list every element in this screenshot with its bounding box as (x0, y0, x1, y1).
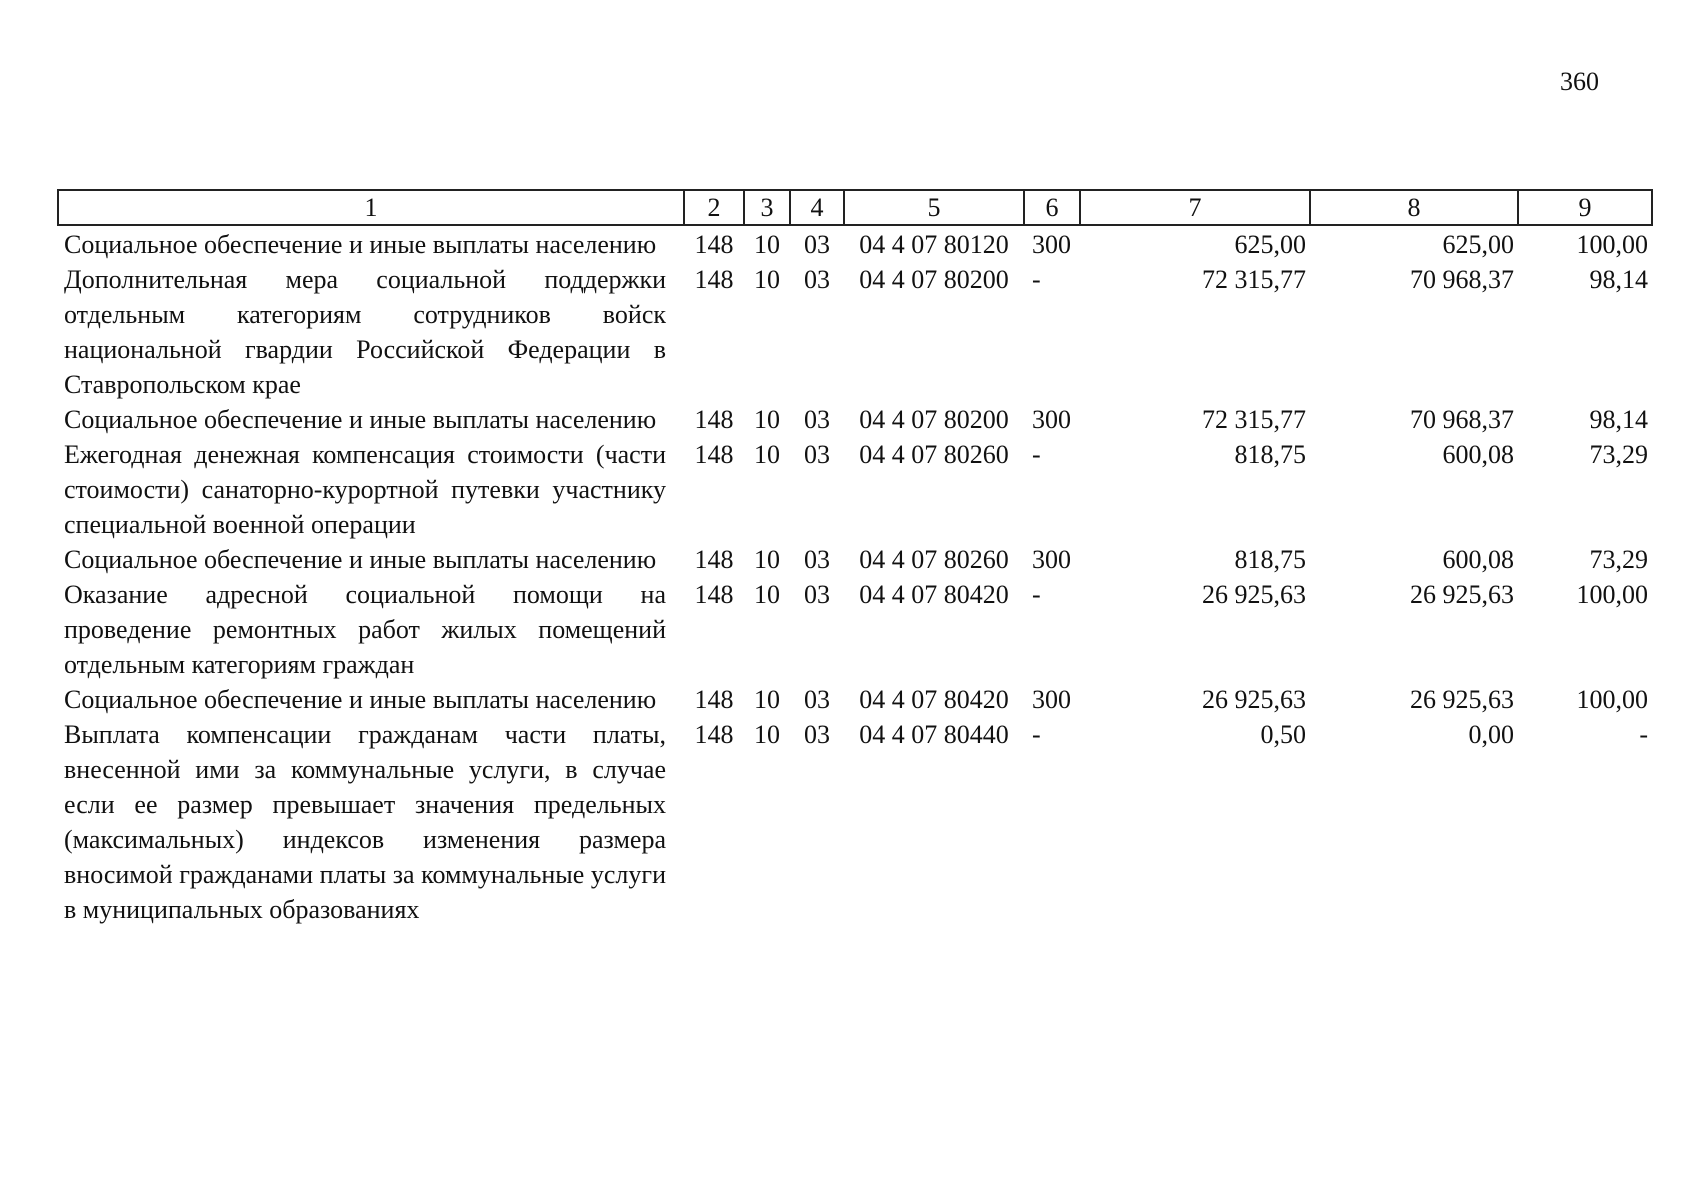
row-code-expense-type: 300 (1032, 545, 1071, 574)
row-code-subsection: 03 (804, 580, 830, 609)
row-value-percent: 73,29 (1589, 545, 1648, 574)
table-row (58, 682, 1652, 717)
row-value-executed: 70 968,37 (1410, 265, 1514, 294)
row-code-section: 10 (754, 440, 780, 469)
row-name: Выплата компенсации гражданам части платы, внесенной ими за коммунальные услуги, в случае если ее размер превышает значения предельных (максимальных) индексов изменения размера вносимой гражданами платы за коммунальные услуги в муниципальных образованиях (64, 720, 666, 924)
row-code-admin: 148 (694, 405, 734, 434)
row-code-subsection: 03 (804, 405, 830, 434)
budget-table (57, 189, 1653, 927)
row-code-admin: 148 (694, 580, 734, 609)
row-code-section: 10 (754, 545, 780, 574)
table-row (58, 437, 1652, 542)
row-value-executed: 26 925,63 (1410, 685, 1514, 714)
row-code-admin: 148 (694, 230, 734, 259)
row-code-subsection: 03 (804, 685, 830, 714)
row-code-subsection: 03 (804, 265, 830, 294)
table-row (58, 225, 1652, 262)
row-code-expense-type: 300 (1032, 230, 1071, 259)
row-value-executed: 600,08 (1442, 440, 1514, 469)
row-value-percent: 100,00 (1576, 685, 1648, 714)
row-value-planned: 26 925,63 (1202, 580, 1306, 609)
row-value-planned: 72 315,77 (1202, 405, 1306, 434)
table-row (58, 262, 1652, 402)
row-name: Дополнительная мера социальной поддержки отдельным категориям сотрудников войск национальной гвардии Российской Федерации в Ставропольском крае (64, 265, 666, 399)
row-code-subsection: 03 (804, 545, 830, 574)
header-col-4: 4 (790, 190, 844, 225)
row-name: Социальное обеспечение и иные выплаты населению (64, 685, 657, 714)
row-code-admin: 148 (694, 720, 734, 749)
row-code-expense-type: - (1032, 720, 1041, 749)
row-value-percent: - (1639, 720, 1648, 749)
header-col-3: 3 (744, 190, 790, 225)
row-code-target: 04 4 07 80420 (859, 580, 1009, 609)
row-value-percent: 98,14 (1589, 265, 1648, 294)
row-code-expense-type: - (1032, 440, 1041, 469)
row-name: Оказание адресной социальной помощи на проведение ремонтных работ жилых помещений отдельным категориям граждан (64, 580, 666, 679)
header-col-1: 1 (58, 190, 684, 225)
row-code-target: 04 4 07 80200 (859, 265, 1009, 294)
row-value-planned: 0,50 (1260, 720, 1306, 749)
row-code-expense-type: 300 (1032, 685, 1071, 714)
row-value-percent: 100,00 (1576, 580, 1648, 609)
row-value-executed: 625,00 (1442, 230, 1514, 259)
row-code-subsection: 03 (804, 440, 830, 469)
row-value-planned: 625,00 (1234, 230, 1306, 259)
row-code-subsection: 03 (804, 720, 830, 749)
row-code-target: 04 4 07 80120 (859, 230, 1009, 259)
page-number: 360 (1560, 67, 1599, 96)
row-code-section: 10 (754, 230, 780, 259)
table-row (58, 542, 1652, 577)
row-code-target: 04 4 07 80440 (859, 720, 1009, 749)
row-code-expense-type: - (1032, 580, 1041, 609)
row-name: Ежегодная денежная компенсация стоимости (части стоимости) санаторно-курортной путевки участнику специальной военной операции (64, 440, 666, 539)
row-code-subsection: 03 (804, 230, 830, 259)
row-name: Социальное обеспечение и иные выплаты населению (64, 405, 657, 434)
row-code-admin: 148 (694, 265, 734, 294)
row-value-planned: 72 315,77 (1202, 265, 1306, 294)
row-name: Социальное обеспечение и иные выплаты населению (64, 230, 657, 259)
row-value-executed: 600,08 (1442, 545, 1514, 574)
row-code-target: 04 4 07 80260 (859, 545, 1009, 574)
row-value-executed: 70 968,37 (1410, 405, 1514, 434)
row-code-expense-type: - (1032, 265, 1041, 294)
row-code-section: 10 (754, 720, 780, 749)
header-col-7: 7 (1080, 190, 1310, 225)
row-value-percent: 100,00 (1576, 230, 1648, 259)
row-value-planned: 818,75 (1234, 545, 1306, 574)
table-row (58, 577, 1652, 682)
table-header-row (58, 190, 1652, 225)
row-code-section: 10 (754, 265, 780, 294)
table-row (58, 717, 1652, 927)
row-code-section: 10 (754, 580, 780, 609)
row-code-admin: 148 (694, 685, 734, 714)
header-col-6: 6 (1024, 190, 1080, 225)
row-value-percent: 98,14 (1589, 405, 1648, 434)
header-col-9: 9 (1518, 190, 1652, 225)
row-code-admin: 148 (694, 440, 734, 469)
row-code-target: 04 4 07 80260 (859, 440, 1009, 469)
header-col-8: 8 (1310, 190, 1518, 225)
row-code-target: 04 4 07 80200 (859, 405, 1009, 434)
header-col-2: 2 (684, 190, 744, 225)
row-name: Социальное обеспечение и иные выплаты населению (64, 545, 657, 574)
row-code-admin: 148 (694, 545, 734, 574)
row-value-percent: 73,29 (1589, 440, 1648, 469)
row-value-planned: 818,75 (1234, 440, 1306, 469)
row-code-target: 04 4 07 80420 (859, 685, 1009, 714)
row-code-section: 10 (754, 405, 780, 434)
row-value-executed: 26 925,63 (1410, 580, 1514, 609)
row-code-expense-type: 300 (1032, 405, 1071, 434)
header-col-5: 5 (844, 190, 1024, 225)
row-value-executed: 0,00 (1468, 720, 1514, 749)
table-row (58, 402, 1652, 437)
row-code-section: 10 (754, 685, 780, 714)
row-value-planned: 26 925,63 (1202, 685, 1306, 714)
